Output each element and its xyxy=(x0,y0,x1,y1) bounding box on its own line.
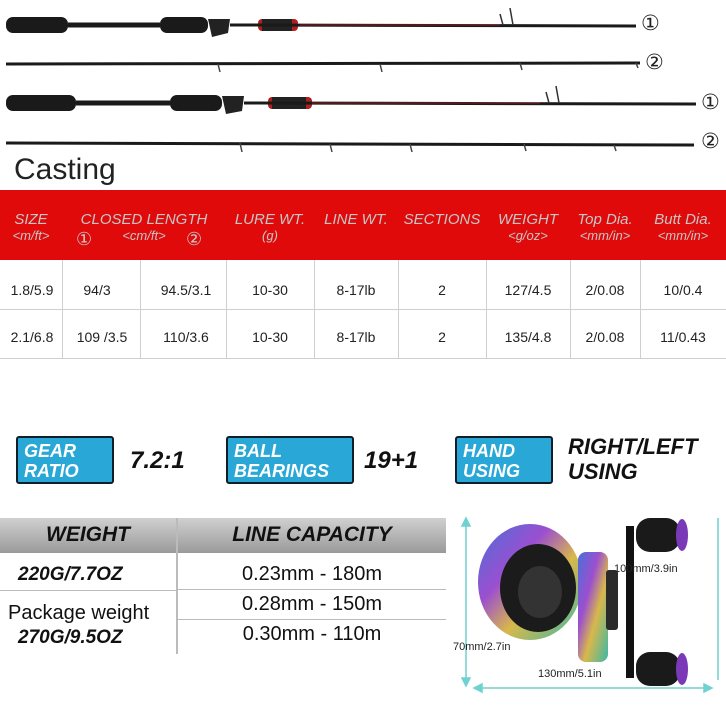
capacity-row: 0.30mm - 110m xyxy=(242,623,382,645)
row-divider xyxy=(0,358,726,359)
gear-ratio-badge: GEAR RATIO xyxy=(16,436,114,484)
header-closed-length: CLOSED LENGTH <cm/ft> ① ② xyxy=(76,211,208,250)
reel-depth-label: 70mm/2.7in xyxy=(453,641,511,653)
cell-weight: 135/4.8 xyxy=(504,329,552,345)
rod-2-section-2-marker: ② xyxy=(701,129,720,153)
cell-line-weight: 8-17lb xyxy=(336,329,376,345)
cell-weight: 127/4.5 xyxy=(504,282,552,298)
rod-1-tip-section xyxy=(6,63,640,72)
header-butt-diameter: Butt Dia. <mm/in> xyxy=(654,211,712,243)
package-weight-value: 270G/9.5OZ xyxy=(18,627,123,648)
cell-top-diameter: 2/0.08 xyxy=(585,282,625,298)
rod-2-section-1-marker: ① xyxy=(701,90,720,114)
ball-bearings-value: 19+1 xyxy=(364,447,419,474)
gear-ratio-value: 7.2:1 xyxy=(130,447,185,474)
line-capacity-header: LINE CAPACITY xyxy=(178,518,446,553)
cell-top-diameter: 2/0.08 xyxy=(585,329,625,345)
rod-2-butt-section xyxy=(6,86,696,114)
section-title: Casting xyxy=(14,153,116,186)
cell-closed-length-1: 109 /3.5 xyxy=(76,329,128,345)
cell-closed-length-2: 94.5/3.1 xyxy=(160,282,212,298)
header-size: SIZE <m/ft> xyxy=(12,211,50,243)
package-weight-label: Package weight xyxy=(8,602,150,624)
cell-sections: 2 xyxy=(438,329,446,345)
header-sections: SECTIONS xyxy=(403,211,481,228)
hand-using-value-2: USING xyxy=(568,459,638,484)
ball-bearings-badge: BALL BEARINGS xyxy=(226,436,354,484)
reel-width-label: 130mm/5.1in xyxy=(538,668,602,680)
reel-handle xyxy=(626,518,688,686)
rod-2-tip-section xyxy=(6,143,694,152)
rod-1-butt-section xyxy=(6,8,636,37)
cell-closed-length-1: 94/3 xyxy=(83,282,111,298)
cell-line-weight: 8-17lb xyxy=(336,282,376,298)
capacity-row: 0.23mm - 180m xyxy=(178,560,446,590)
capacity-row: 0.28mm - 150m xyxy=(178,590,446,620)
cell-closed-length-2: 110/3.6 xyxy=(163,329,209,345)
header-line-weight: LINE WT. xyxy=(324,211,388,228)
reel-illustration xyxy=(460,512,726,726)
spec-table-header xyxy=(0,190,726,260)
closed-length-marker-1: ① xyxy=(76,229,93,250)
hand-using-value-1: RIGHT/LEFT xyxy=(568,434,698,459)
weight-header: WEIGHT xyxy=(0,518,176,553)
row-divider xyxy=(0,309,726,310)
header-weight: WEIGHT <g/oz> xyxy=(498,211,558,243)
cell-size: 1.8/5.9 xyxy=(10,282,54,298)
rod-1-section-2-marker: ② xyxy=(645,50,664,74)
row-divider xyxy=(0,590,176,591)
cell-size: 2.1/6.8 xyxy=(10,329,54,345)
header-top-diameter: Top Dia. <mm/in> xyxy=(577,211,633,243)
cell-butt-diameter: 11/0.43 xyxy=(660,329,706,345)
cell-lure-weight: 10-30 xyxy=(252,282,288,298)
header-lure-weight: LURE WT. (g) xyxy=(234,211,306,243)
closed-length-marker-2: ② xyxy=(186,229,203,250)
hand-using-badge: HAND USING xyxy=(455,436,553,484)
cell-sections: 2 xyxy=(438,282,446,298)
rods-illustration xyxy=(0,0,726,160)
cell-lure-weight: 10-30 xyxy=(252,329,288,345)
weight-value: 220G/7.7OZ xyxy=(18,564,123,585)
cell-butt-diameter: 10/0.4 xyxy=(663,282,703,298)
rod-1-section-1-marker: ① xyxy=(641,11,660,35)
reel-height-label: 100mm/3.9in xyxy=(614,563,678,575)
